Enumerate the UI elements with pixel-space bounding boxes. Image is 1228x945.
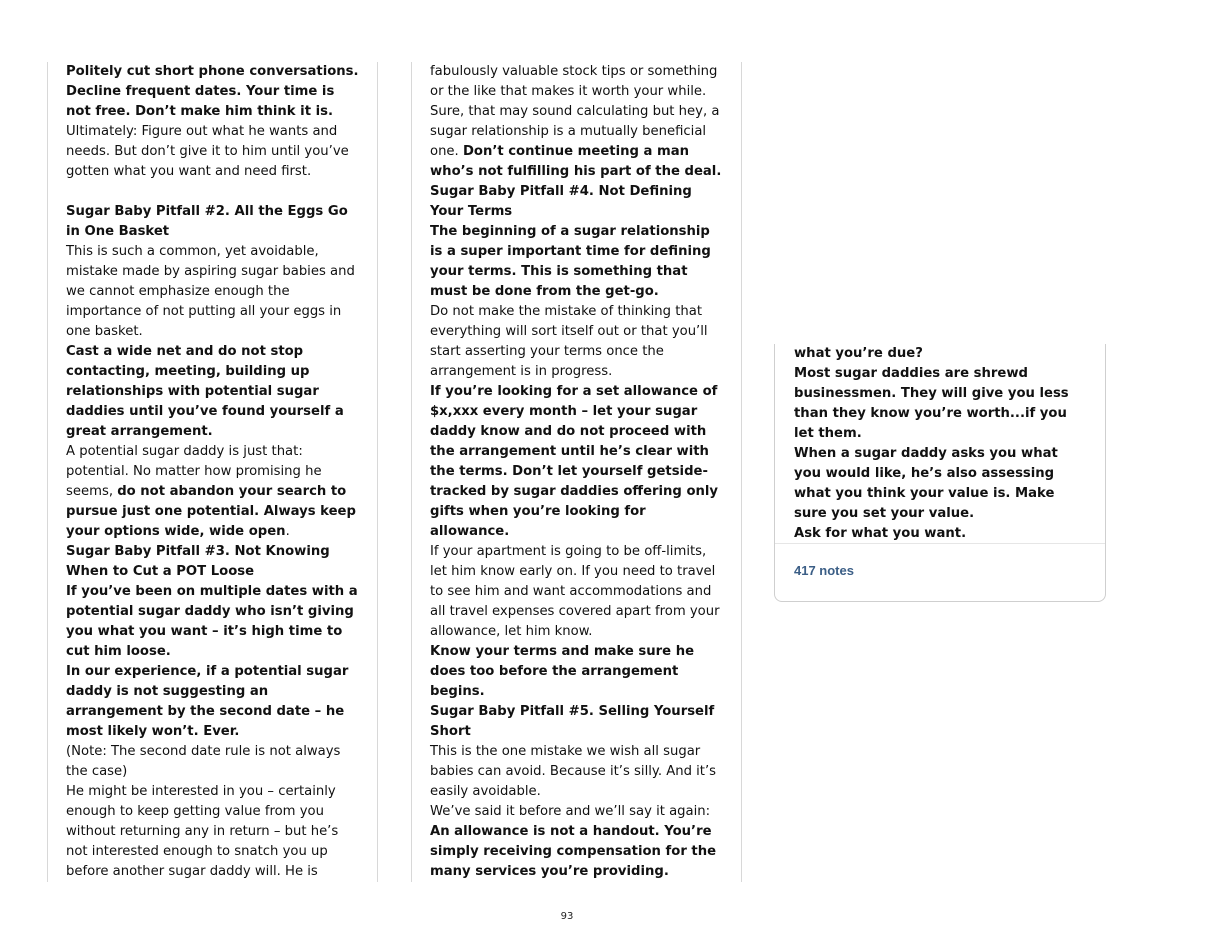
paragraph: If you’ve been on multiple dates with a potential sugar daddy who isn’t giving you what you want – it’s high time to cut him loose. bbox=[66, 584, 358, 659]
paragraph: Know your terms and make sure he does too before the arrangement begins. bbox=[430, 644, 695, 699]
paragraph: Ask for what you want. bbox=[794, 526, 967, 541]
paragraph: Most sugar daddies are shrewd businessmen. They will give you less than they know you’re worth...if you let them. bbox=[794, 366, 1069, 441]
paragraph: Cast a wide net and do not stop contacting, meeting, building up relationships with potential sugar daddies until you’ve found yourself a great arrangement. bbox=[66, 344, 344, 439]
text-column-middle bbox=[411, 62, 742, 882]
paragraph: what you’re due? bbox=[794, 346, 923, 361]
paragraph: In our experience, if a potential sugar daddy is not suggesting an arrangement by the second date – he most likely won’t. Ever. bbox=[66, 664, 349, 739]
notes-count-link[interactable]: 417 notes bbox=[794, 563, 854, 578]
paragraph: When a sugar daddy asks you what you would like, he’s also assessing what you think your value is. Make sure you set your value. bbox=[794, 446, 1058, 521]
paragraph: A potential sugar daddy is just that: potential. No matter how promising he seems, do not abandon your search to pursue just one potential. Always keep your options wide, wide open. bbox=[66, 444, 356, 539]
paragraph: This is such a common, yet avoidable, mistake made by aspiring sugar babies and we cannot emphasize enough the importance of not putting all your eggs in one basket. bbox=[66, 244, 355, 339]
paragraph: Do not make the mistake of thinking that everything will sort itself out or that you’ll start asserting your terms once the arrangement is in progress. bbox=[430, 304, 708, 379]
text-column-left bbox=[47, 62, 378, 882]
paragraph: If you’re looking for a set allowance of $x,xxx every month – let your sugar daddy know and do not proceed with the arrangement until he’s clear with the terms. Don’t let yourself getside-tracked by sugar daddies offering only gifts when you’re looking for allowance. bbox=[430, 384, 719, 539]
divider bbox=[775, 543, 1105, 544]
section-heading: Sugar Baby Pitfall #5. Selling Yourself Short bbox=[430, 704, 715, 739]
paragraph: He might be interested in you – certainly enough to keep getting value from you without returning any in return – but he’s not interested enough to snatch you up before another sugar daddy will. He is bbox=[66, 784, 339, 879]
paragraph: We’ve said it before and we’ll say it again: An allowance is not a handout. You’re simply receiving compensation for the many services you’re providing. bbox=[430, 804, 717, 879]
paragraph: Ultimately: Figure out what he wants and needs. But don’t give it to him until you’ve gotten what you want and need first. bbox=[66, 124, 349, 179]
paragraph: Politely cut short phone conversations. Decline frequent dates. Your time is not free. Don’t make him think it is. bbox=[66, 64, 359, 119]
paragraph: If your apartment is going to be off-limits, let him know early on. If you need to travel to see him and want accommodations and all travel expenses covered apart from your allowance, let him know. bbox=[430, 544, 720, 639]
page-number: 93 bbox=[560, 911, 574, 922]
section-heading: Sugar Baby Pitfall #3. Not Knowing When to Cut a POT Loose bbox=[66, 544, 330, 579]
paragraph: (Note: The second date rule is not always the case) bbox=[66, 744, 341, 779]
post-card-body bbox=[775, 344, 1105, 544]
paragraph: The beginning of a sugar relationship is a super important time for defining your terms. This is something that must be done from the get-go. bbox=[430, 224, 711, 299]
paragraph: fabulously valuable stock tips or something or the like that makes it worth your while. Sure, that may sound calculating but hey, a sugar relationship is a mutually beneficial one. Don’t continue meeting a man who’s not fulfilling his part of the deal. bbox=[430, 64, 722, 179]
section-heading: Sugar Baby Pitfall #2. All the Eggs Go in One Basket bbox=[66, 204, 348, 239]
paragraph: This is the one mistake we wish all sugar babies can avoid. Because it’s silly. And it’s easily avoidable. bbox=[430, 744, 717, 799]
section-heading: Sugar Baby Pitfall #4. Not Defining Your Terms bbox=[430, 184, 692, 219]
post-card bbox=[774, 344, 1106, 602]
